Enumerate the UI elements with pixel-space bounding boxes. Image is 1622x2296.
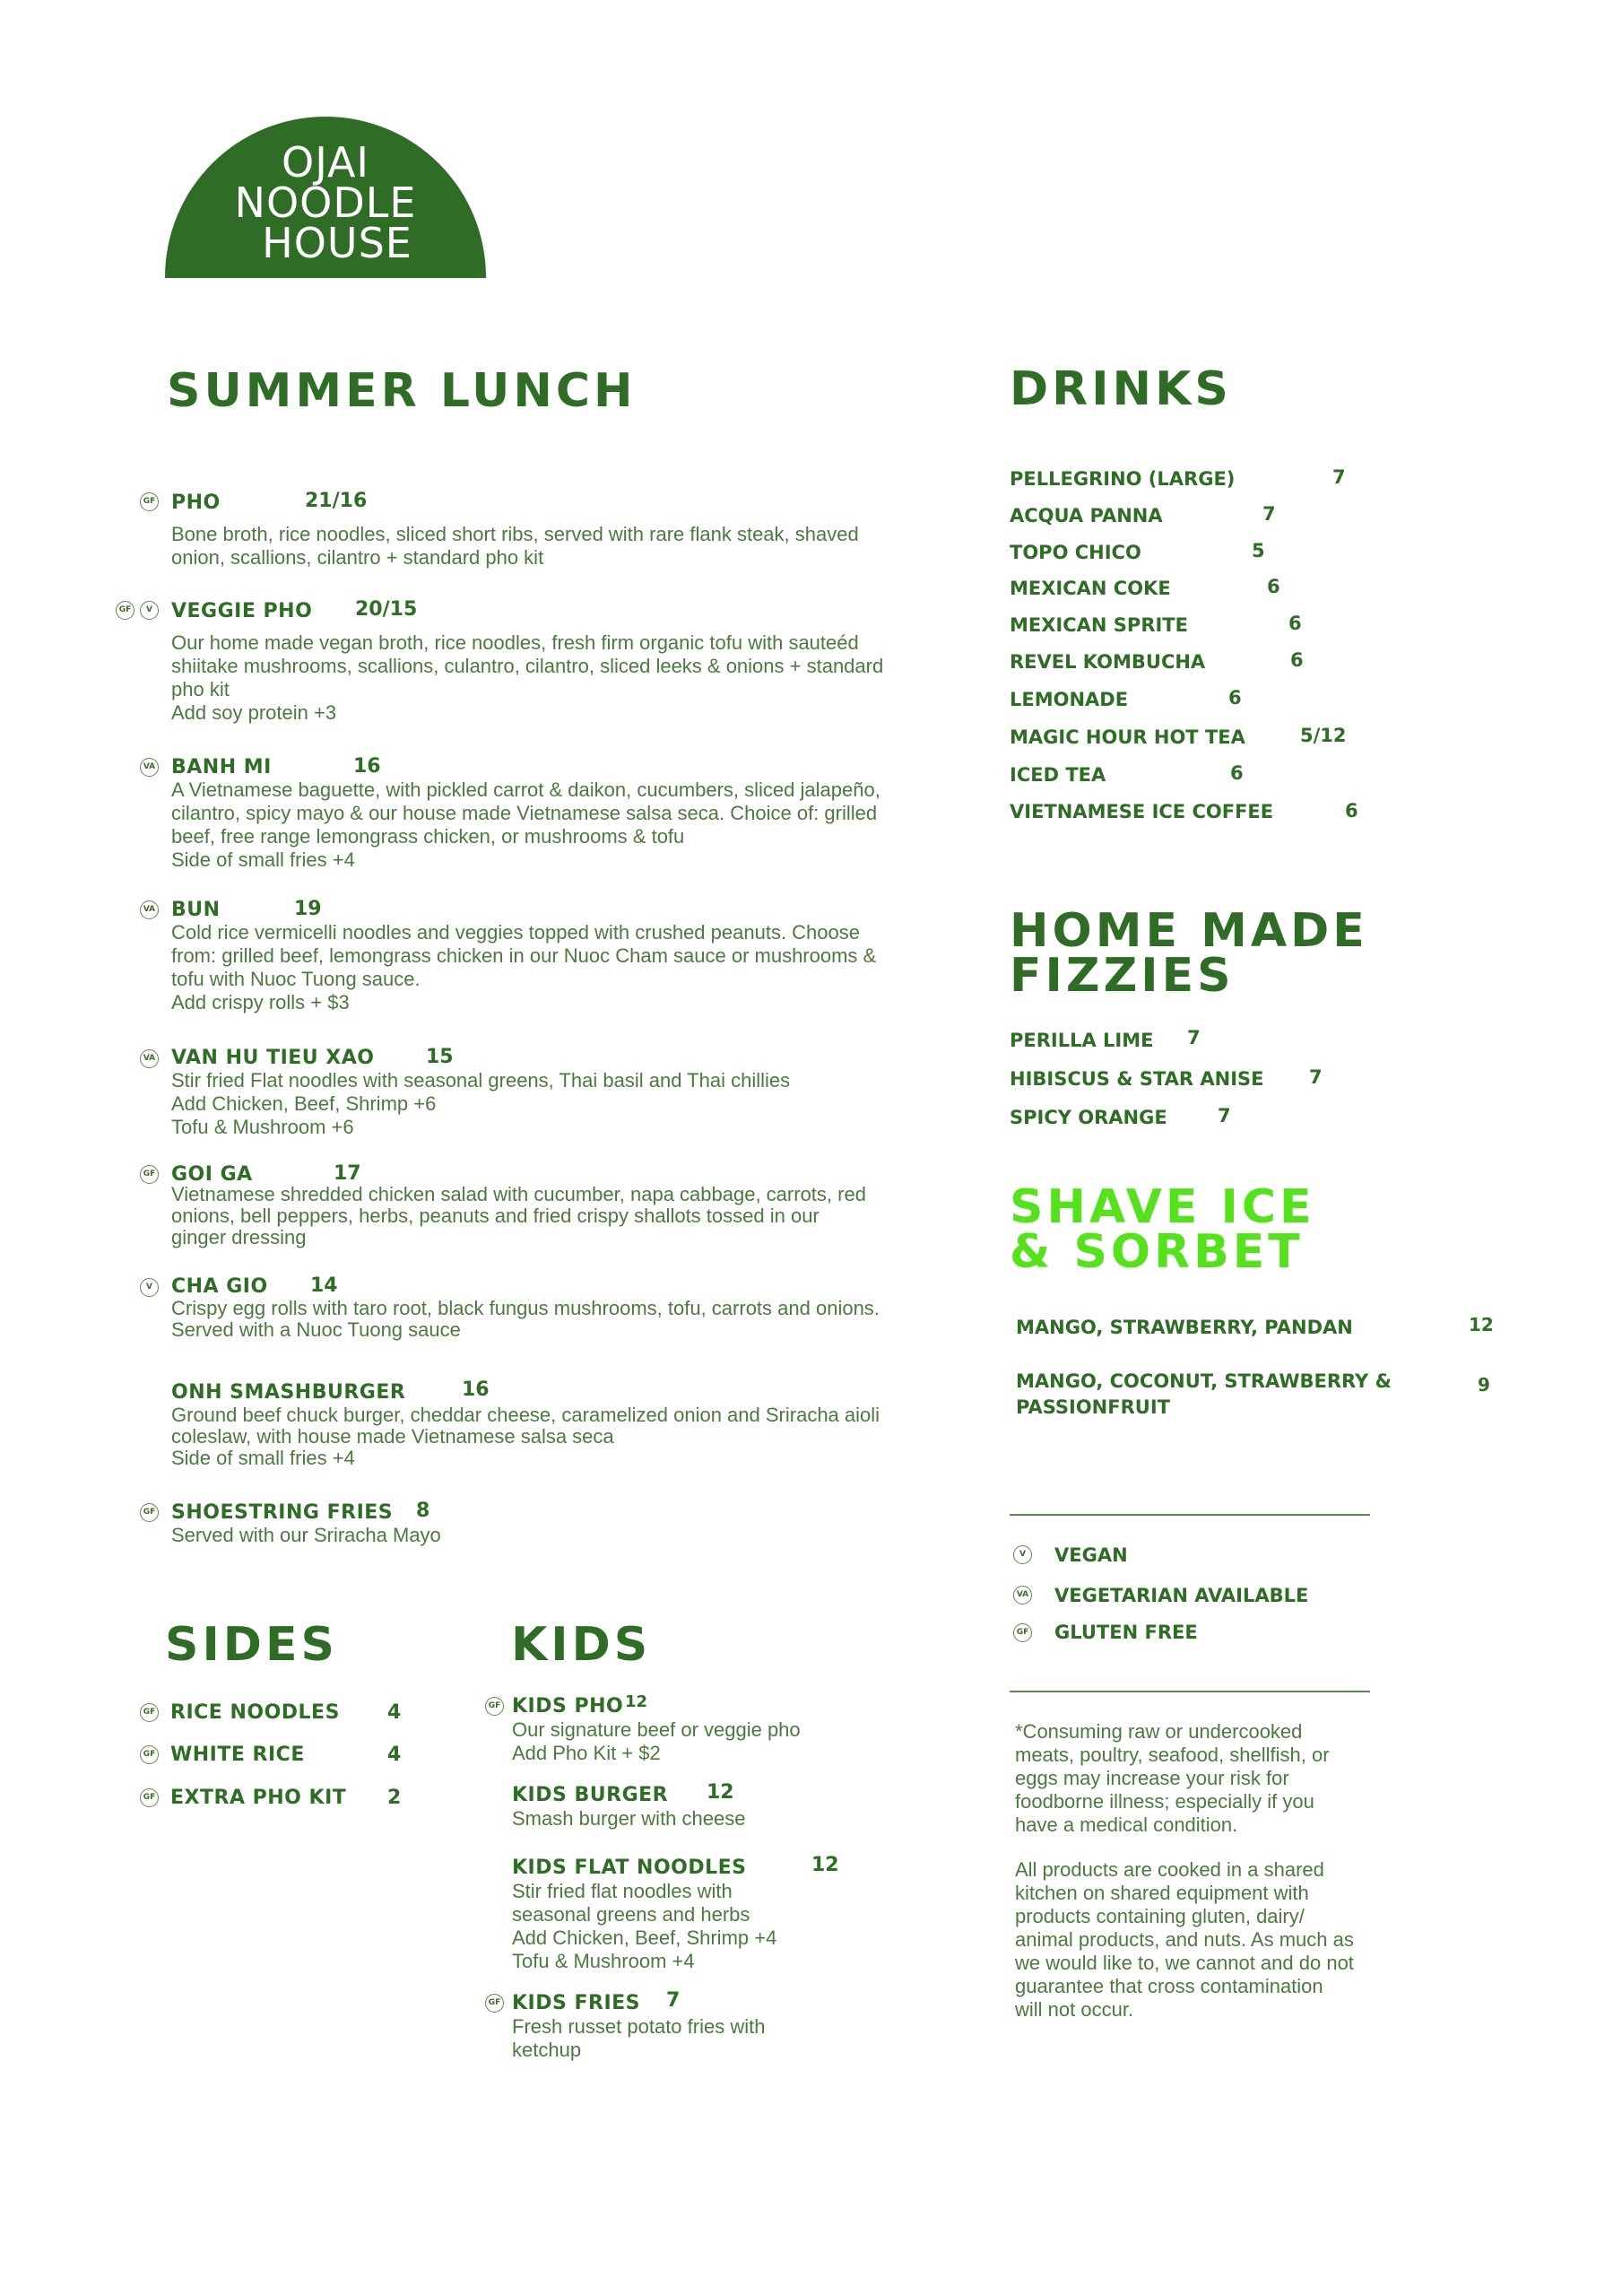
lunch-item-description: Vietnamese shredded chicken salad with cucumber, napa cabbage, carrots, red onions, bell peppers, herbs, peanuts and fried crispy shallots tossed in our ginger dressing: [171, 1183, 866, 1248]
summer-lunch-heading: SUMMER LUNCH: [167, 364, 637, 418]
fizzy-name: SPICY ORANGE: [1010, 1107, 1167, 1128]
lunch-item-description: Ground beef chuck burger, cheddar cheese, caramelized onion and Sriracha aioli coleslaw, with house made Vietnamese salsa seca Side of small fries +4: [171, 1404, 880, 1469]
side-item-name: RICE NOODLES: [170, 1701, 340, 1724]
lunch-item-description: Bone broth, rice noodles, sliced short ribs, served with rare flank steak, shaved onion, scallions, cilantro + standard pho kit: [171, 523, 859, 569]
lunch-item-description: Stir fried Flat noodles with seasonal greens, Thai basil and Thai chillies Add Chicken, Beef, Shrimp +6 Tofu & Mushroom +6: [171, 1069, 791, 1138]
drinks-heading: DRINKS: [1010, 362, 1232, 416]
drink-name: MEXICAN SPRITE: [1010, 614, 1188, 636]
fizzy-name: HIBISCUS & STAR ANISE: [1010, 1068, 1264, 1090]
drink-name: ICED TEA: [1010, 764, 1106, 786]
drink-price: 6: [1230, 762, 1244, 784]
drink-name: MEXICAN COKE: [1010, 578, 1171, 599]
drink-name: LEMONADE: [1010, 689, 1129, 710]
lunch-item-price: 16: [462, 1378, 490, 1401]
gluten-free-icon: GF: [140, 1503, 159, 1522]
lunch-item-price: 17: [334, 1162, 361, 1185]
vegetarian-available-icon: VA: [140, 758, 159, 777]
kids-item-description: Smash burger with cheese: [512, 1807, 746, 1830]
gluten-free-icon: GF: [1013, 1623, 1032, 1642]
drink-name: MAGIC HOUR HOT TEA: [1010, 726, 1245, 748]
gluten-free-icon: GF: [140, 1745, 159, 1764]
drink-name: PELLEGRINO (LARGE): [1010, 468, 1236, 490]
side-item-price: 2: [387, 1787, 402, 1809]
lunch-item-price: 15: [426, 1046, 454, 1068]
lunch-item-price: 19: [294, 898, 322, 920]
drink-price: 6: [1267, 576, 1280, 597]
sides-heading: SIDES: [165, 1618, 338, 1672]
legend-label: VEGAN: [1054, 1544, 1128, 1566]
lunch-item-name: BUN: [171, 899, 221, 921]
gluten-free-icon: GF: [140, 1788, 159, 1807]
kids-item-description: Our signature beef or veggie pho Add Pho Kit + $2: [512, 1718, 801, 1764]
gluten-free-icon: GF: [140, 1165, 159, 1184]
fizzies-heading-line-2: FIZZIES: [1010, 949, 1235, 1003]
drink-price: 7: [1332, 466, 1346, 488]
kids-item-price: 12: [625, 1692, 648, 1711]
kids-item-price: 7: [666, 1989, 681, 2012]
legend-label: GLUTEN FREE: [1054, 1622, 1198, 1643]
fizzies-heading-line-1: HOME MADE: [1010, 904, 1368, 958]
lunch-item-name: BANH MI: [171, 756, 272, 778]
gluten-free-icon: GF: [116, 601, 134, 620]
fizzy-price: 7: [1187, 1027, 1201, 1048]
lunch-item-price: 20/15: [355, 598, 418, 621]
side-item-name: EXTRA PHO KIT: [170, 1787, 347, 1809]
lunch-item-name: CHA GIO: [171, 1275, 268, 1298]
shave-ice-item-name: MANGO, STRAWBERRY, PANDAN: [1016, 1317, 1353, 1338]
vegetarian-available-icon: VA: [1013, 1586, 1032, 1605]
kids-item-name: KIDS PHO: [512, 1695, 624, 1718]
vegan-icon: V: [1013, 1545, 1032, 1564]
divider: [1010, 1514, 1370, 1516]
lunch-item-name: ONH SMASHBURGER: [171, 1381, 406, 1404]
lunch-item-name: VAN HU TIEU XAO: [171, 1047, 375, 1069]
shave-ice-heading-line-2: & SORBET: [1010, 1225, 1304, 1279]
kids-heading: KIDS: [511, 1618, 652, 1672]
kids-item-name: KIDS FRIES: [512, 1992, 641, 2014]
logo-line-3: HOUSE: [262, 219, 412, 267]
allergen-notice: All products are cooked in a shared kitchen on shared equipment with products containing gluten, dairy/ animal products, and nuts. As much as we would like to, we cannot and do not guarantee that cross contamination will not occur.: [1015, 1858, 1354, 2021]
lunch-item-name: GOI GA: [171, 1163, 253, 1186]
kids-item-description: Stir fried flat noodles with seasonal greens and herbs Add Chicken, Beef, Shrimp +4 Tofu & Mushroom +4: [512, 1880, 777, 1972]
lunch-item-name: PHO: [171, 491, 221, 514]
shave-ice-item-price: 9: [1478, 1374, 1490, 1396]
kids-item-description: Fresh russet potato fries with ketchup: [512, 2015, 766, 2061]
side-item-price: 4: [387, 1701, 402, 1724]
lunch-item-name: SHOESTRING FRIES: [171, 1501, 394, 1524]
fizzy-price: 7: [1218, 1105, 1231, 1126]
lunch-item-description: A Vietnamese baguette, with pickled carrot & daikon, cucumbers, sliced jalapeño, cilantro, spicy mayo & our house made Vietnamese salsa seca. Choice of: grilled beef, free range lemongrass chicken, or mushrooms & tofu Side of small fries +4: [171, 778, 880, 871]
lunch-item-name: VEGGIE PHO: [171, 600, 313, 622]
shave-ice-item-name: MANGO, COCONUT, STRAWBERRY &: [1016, 1370, 1392, 1392]
fizzy-name: PERILLA LIME: [1010, 1030, 1154, 1051]
lunch-item-description: Crispy egg rolls with taro root, black fungus mushrooms, tofu, carrots and onions. Served with a Nuoc Tuong sauce: [171, 1297, 880, 1341]
vegetarian-available-icon: VA: [140, 1049, 159, 1068]
drink-price: 6: [1290, 649, 1304, 671]
lunch-item-price: 16: [353, 755, 381, 778]
lunch-item-description: Served with our Sriracha Mayo: [171, 1524, 441, 1546]
drink-name: ACQUA PANNA: [1010, 505, 1163, 526]
legend-label: VEGETARIAN AVAILABLE: [1054, 1585, 1309, 1606]
logo-line-1: OJAI: [282, 138, 369, 187]
drink-price: 5: [1252, 540, 1265, 561]
drink-price: 6: [1288, 613, 1302, 634]
logo-line-2: NOODLE: [234, 178, 417, 227]
lunch-item-price: 8: [416, 1500, 430, 1522]
drink-price: 6: [1345, 800, 1358, 822]
shave-ice-heading-line-1: SHAVE ICE: [1010, 1180, 1315, 1234]
kids-item-price: 12: [811, 1854, 839, 1876]
gluten-free-icon: GF: [485, 1697, 504, 1716]
drink-name: REVEL KOMBUCHA: [1010, 651, 1206, 673]
side-item-name: WHITE RICE: [170, 1744, 305, 1766]
vegan-icon: V: [140, 1278, 159, 1297]
shave-ice-item-name-cont: PASSIONFRUIT: [1016, 1396, 1170, 1418]
kids-item-name: KIDS FLAT NOODLES: [512, 1857, 747, 1879]
logo: [165, 117, 486, 278]
lunch-item-description: Our home made vegan broth, rice noodles, fresh firm organic tofu with sauteéd shiitake mushrooms, scallions, culantro, cilantro, sliced leeks & onions + standard pho kit Add soy protein +3: [171, 631, 884, 724]
gluten-free-icon: GF: [140, 492, 159, 511]
side-item-price: 4: [387, 1744, 402, 1766]
drink-name: VIETNAMESE ICE COFFEE: [1010, 801, 1274, 822]
divider: [1010, 1691, 1370, 1692]
raw-food-notice: *Consuming raw or undercooked meats, poultry, seafood, shellfish, or eggs may increase your risk for foodborne illness; especially if you have a medical condition.: [1015, 1720, 1330, 1836]
lunch-item-price: 21/16: [305, 490, 368, 512]
kids-item-name: KIDS BURGER: [512, 1784, 669, 1806]
gluten-free-icon: GF: [140, 1703, 159, 1722]
drink-name: TOPO CHICO: [1010, 542, 1141, 563]
lunch-item-description: Cold rice vermicelli noodles and veggies topped with crushed peanuts. Choose from: grilled beef, lemongrass chicken in our Nuoc Cham sauce or mushrooms & tofu with Nuoc Tuong sauce. Add crispy rolls + $3: [171, 921, 877, 1013]
vegan-icon: V: [140, 601, 159, 620]
vegetarian-available-icon: VA: [140, 900, 159, 919]
gluten-free-icon: GF: [485, 1994, 504, 2013]
drink-price: 5/12: [1300, 725, 1347, 746]
fizzy-price: 7: [1309, 1066, 1323, 1088]
drink-price: 6: [1228, 687, 1242, 709]
drink-price: 7: [1262, 503, 1276, 525]
kids-item-price: 12: [707, 1781, 734, 1804]
lunch-item-price: 14: [310, 1274, 338, 1297]
shave-ice-item-price: 12: [1469, 1314, 1494, 1335]
